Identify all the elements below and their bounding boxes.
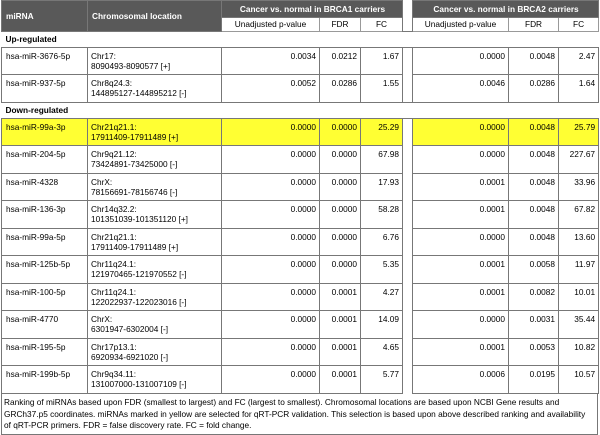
table-row: [2, 146, 599, 174]
location-chromosome: Chr21q21.1:: [91, 122, 137, 132]
p2-cell: 0.0000: [413, 119, 509, 146]
fc1-cell: 1.67: [361, 48, 403, 75]
fdr1-cell: 0.0000: [320, 256, 361, 284]
table-row: [2, 119, 599, 146]
fc2-cell: 227.67: [559, 146, 599, 174]
gap-cell: [403, 75, 413, 103]
location-cell: [88, 48, 222, 75]
mirna-name-cell: hsa-miR-99a-5p: [2, 229, 88, 256]
p2-cell: 0.0001: [413, 174, 509, 201]
gap-cell: [403, 256, 413, 284]
fdr2-cell: 0.0195: [509, 366, 559, 394]
fdr1-cell: 0.0286: [320, 75, 361, 103]
p1-cell: 0.0000: [222, 311, 320, 339]
location-coordinates: 6920934-6921020 [-]: [91, 352, 169, 363]
col-header-mirna: miRNA: [2, 1, 88, 32]
p1-cell: 0.0000: [222, 366, 320, 394]
fdr1-cell: 0.0212: [320, 48, 361, 75]
p1-cell: 0.0034: [222, 48, 320, 75]
p1-cell: 0.0000: [222, 201, 320, 229]
location-cell: [88, 146, 222, 174]
table-caption: Ranking of miRNAs based upon FDR (smallest to largest) and FC (largest to smallest). Chromosomal locations are based upon NCBI Gene results and GRCh37.p5 coordinates. miRNAs marked in yellow are selected for qRT-PCR validation. This selection is based upon above described ranking and availability of qRT-PCR primers. FDR = false discovery rate. FC = fold change.: [4, 397, 586, 431]
table-row: [2, 48, 599, 75]
fc2-cell: 13.60: [559, 229, 599, 256]
table-row: [2, 284, 599, 311]
fc1-cell: 25.29: [361, 119, 403, 146]
location-cell: [88, 339, 222, 366]
fc1-cell: 58.28: [361, 201, 403, 229]
fdr2-cell: 0.0082: [509, 284, 559, 311]
location-cell: [88, 201, 222, 229]
location-chromosome: Chr11q24.1:: [91, 287, 137, 297]
fdr1-cell: 0.0000: [320, 229, 361, 256]
mirna-name-cell: hsa-miR-100-5p: [2, 284, 88, 311]
p1-cell: 0.0000: [222, 339, 320, 366]
p1-cell: 0.0000: [222, 119, 320, 146]
subheader-fc-1: FC: [361, 18, 403, 32]
location-chromosome: Chr9q34.11:: [91, 369, 137, 379]
p1-cell: 0.0052: [222, 75, 320, 103]
gap-cell: [403, 146, 413, 174]
location-coordinates: 8090493-8090577 [+]: [91, 61, 171, 72]
location-chromosome: Chr11q24.1:: [91, 259, 137, 269]
fdr2-cell: 0.0058: [509, 256, 559, 284]
location-coordinates: 17911409-17911489 [+]: [91, 132, 179, 143]
section-header-row: [2, 103, 599, 119]
mirna-table: [1, 0, 599, 394]
fdr2-cell: 0.0053: [509, 339, 559, 366]
p2-cell: 0.0001: [413, 201, 509, 229]
p2-cell: 0.0006: [413, 366, 509, 394]
table-row: [2, 201, 599, 229]
gap-cell: [403, 119, 413, 146]
fc2-cell: 67.82: [559, 201, 599, 229]
p2-cell: 0.0000: [413, 48, 509, 75]
gap-cell: [403, 366, 413, 394]
fc1-cell: 4.27: [361, 284, 403, 311]
p1-cell: 0.0000: [222, 146, 320, 174]
gap-cell: [403, 229, 413, 256]
section-title: Up-regulated: [2, 32, 599, 48]
gap-cell: [403, 284, 413, 311]
location-coordinates: 122022937-122023016 [-]: [91, 297, 187, 308]
p1-cell: 0.0000: [222, 229, 320, 256]
fdr1-cell: 0.0001: [320, 284, 361, 311]
fc2-cell: 10.57: [559, 366, 599, 394]
location-cell: [88, 75, 222, 103]
fdr2-cell: 0.0048: [509, 174, 559, 201]
location-cell: [88, 174, 222, 201]
p2-cell: 0.0000: [413, 229, 509, 256]
group-header-brca1: Cancer vs. normal in BRCA1 carriers: [222, 1, 403, 18]
table-row: [2, 366, 599, 394]
gap-cell: [403, 174, 413, 201]
gap-cell: [403, 311, 413, 339]
section-header-row: [2, 32, 599, 48]
group-header-brca2: Cancer vs. normal in BRCA2 carriers: [413, 1, 599, 18]
fc1-cell: 14.09: [361, 311, 403, 339]
p2-cell: 0.0046: [413, 75, 509, 103]
section-title: Down-regulated: [2, 103, 599, 119]
location-chromosome: ChrX:: [91, 314, 113, 324]
mirna-name-cell: hsa-miR-125b-5p: [2, 256, 88, 284]
location-cell: [88, 311, 222, 339]
p1-cell: 0.0000: [222, 174, 320, 201]
location-chromosome: Chr21q21.1:: [91, 232, 137, 242]
location-cell: [88, 284, 222, 311]
p2-cell: 0.0001: [413, 339, 509, 366]
fdr2-cell: 0.0048: [509, 48, 559, 75]
gap-cell: [403, 339, 413, 366]
table-row: [2, 311, 599, 339]
location-chromosome: Chr14q32.2:: [91, 204, 137, 214]
p1-cell: 0.0000: [222, 284, 320, 311]
mirna-name-cell: hsa-miR-99a-3p: [2, 119, 88, 146]
location-coordinates: 144895127-144895212 [-]: [91, 88, 187, 99]
subheader-pvalue-2: Unadjusted p-value: [413, 18, 509, 32]
fdr1-cell: 0.0000: [320, 201, 361, 229]
p2-cell: 0.0000: [413, 146, 509, 174]
fc1-cell: 6.76: [361, 229, 403, 256]
location-coordinates: 17911409-17911489 [+]: [91, 242, 179, 253]
p2-cell: 0.0001: [413, 256, 509, 284]
table-row: [2, 339, 599, 366]
location-cell: [88, 366, 222, 394]
fc2-cell: 10.82: [559, 339, 599, 366]
caption-box: [1, 394, 598, 435]
location-cell: [88, 256, 222, 284]
location-chromosome: Chr9q21.12:: [91, 149, 137, 159]
table-row: [2, 256, 599, 284]
location-coordinates: 6301947-6302004 [-]: [91, 324, 169, 335]
location-cell: [88, 229, 222, 256]
mirna-name-cell: hsa-miR-136-3p: [2, 201, 88, 229]
fc1-cell: 17.93: [361, 174, 403, 201]
fdr2-cell: 0.0048: [509, 201, 559, 229]
fc1-cell: 1.55: [361, 75, 403, 103]
location-chromosome: ChrX:: [91, 177, 113, 187]
group-gap: [403, 1, 413, 32]
p2-cell: 0.0000: [413, 311, 509, 339]
mirna-name-cell: hsa-miR-195-5p: [2, 339, 88, 366]
location-coordinates: 131007000-131007109 [-]: [91, 379, 187, 390]
col-header-location: Chromosomal location: [88, 1, 222, 32]
fdr2-cell: 0.0286: [509, 75, 559, 103]
fdr2-cell: 0.0048: [509, 146, 559, 174]
mirna-name-cell: hsa-miR-937-5p: [2, 75, 88, 103]
fdr1-cell: 0.0000: [320, 119, 361, 146]
fc2-cell: 11.97: [559, 256, 599, 284]
p1-cell: 0.0000: [222, 256, 320, 284]
mirna-name-cell: hsa-miR-199b-5p: [2, 366, 88, 394]
mirna-name-cell: hsa-miR-4770: [2, 311, 88, 339]
mirna-name-cell: hsa-miR-204-5p: [2, 146, 88, 174]
fc1-cell: 4.65: [361, 339, 403, 366]
mirna-name-cell: hsa-miR-4328: [2, 174, 88, 201]
location-chromosome: Chr8q24.3:: [91, 78, 133, 88]
location-chromosome: Chr17:: [91, 51, 116, 61]
fdr1-cell: 0.0001: [320, 366, 361, 394]
fc2-cell: 2.47: [559, 48, 599, 75]
mirna-name-cell: hsa-miR-3676-5p: [2, 48, 88, 75]
fc1-cell: 5.77: [361, 366, 403, 394]
subheader-fc-2: FC: [559, 18, 599, 32]
fc1-cell: 67.98: [361, 146, 403, 174]
table-row: [2, 75, 599, 103]
fc2-cell: 33.96: [559, 174, 599, 201]
p2-cell: 0.0001: [413, 284, 509, 311]
fc1-cell: 5.35: [361, 256, 403, 284]
subheader-fdr-2: FDR: [509, 18, 559, 32]
location-coordinates: 101351039-101351120 [+]: [91, 214, 188, 225]
fdr2-cell: 0.0031: [509, 311, 559, 339]
fdr1-cell: 0.0001: [320, 339, 361, 366]
location-coordinates: 121970465-121970552 [-]: [91, 269, 187, 280]
location-coordinates: 73424891-73425000 [-]: [91, 159, 178, 170]
gap-cell: [403, 48, 413, 75]
fc2-cell: 1.64: [559, 75, 599, 103]
fc2-cell: 10.01: [559, 284, 599, 311]
location-chromosome: Chr17p13.1:: [91, 342, 137, 352]
table-row: [2, 229, 599, 256]
location-cell: [88, 119, 222, 146]
fdr1-cell: 0.0001: [320, 311, 361, 339]
fdr2-cell: 0.0048: [509, 229, 559, 256]
subheader-fdr-1: FDR: [320, 18, 361, 32]
fdr2-cell: 0.0048: [509, 119, 559, 146]
subheader-pvalue-1: Unadjusted p-value: [222, 18, 320, 32]
fc2-cell: 35.44: [559, 311, 599, 339]
location-coordinates: 78156691-78156746 [-]: [91, 187, 178, 198]
fdr1-cell: 0.0000: [320, 146, 361, 174]
fc2-cell: 25.79: [559, 119, 599, 146]
gap-cell: [403, 201, 413, 229]
table-row: [2, 174, 599, 201]
fdr1-cell: 0.0000: [320, 174, 361, 201]
